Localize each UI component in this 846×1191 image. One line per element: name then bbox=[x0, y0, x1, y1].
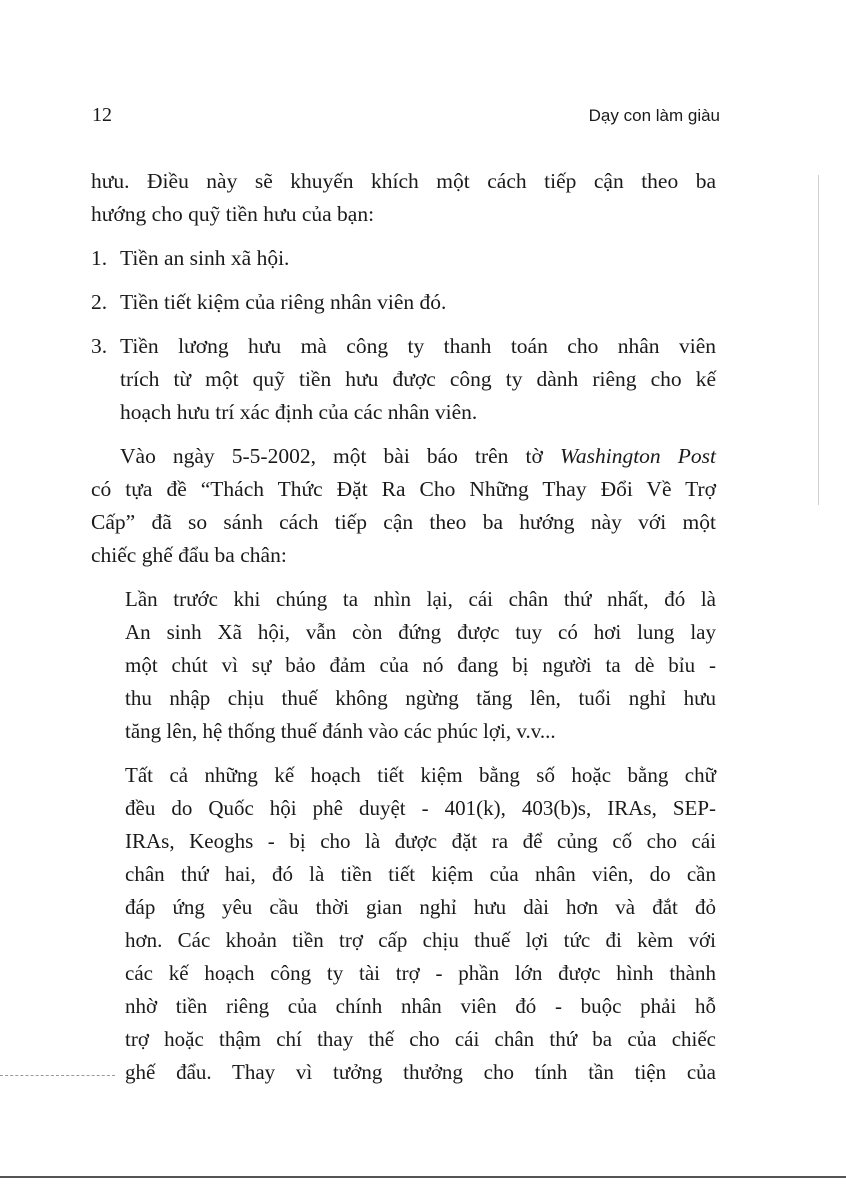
quote-line: đáp ứng yêu cầu thời gian nghỉ hưu dài hơn và đắt đỏ bbox=[125, 895, 716, 919]
list-text: trích từ một quỹ tiền hưu được công ty dành riêng cho kế bbox=[120, 367, 716, 391]
running-title: Dạy con làm giàu bbox=[588, 106, 720, 125]
body-line: hưu. Điều này sẽ khuyến khích một cách tiếp cận theo ba bbox=[91, 169, 716, 193]
body-line: hướng cho quỹ tiền hưu của bạn: bbox=[91, 202, 375, 226]
quote-line: đều do Quốc hội phê duyệt - 401(k), 403(b)s, IRAs, SEP- bbox=[125, 796, 716, 820]
page-number: 12 bbox=[92, 104, 112, 126]
scan-dash-mark bbox=[0, 1075, 115, 1076]
list-item bbox=[91, 330, 716, 429]
list-text: Tiền an sinh xã hội. bbox=[120, 246, 290, 270]
list-number: 3. bbox=[91, 334, 108, 358]
list-item bbox=[91, 286, 716, 319]
list-number: 2. bbox=[91, 290, 108, 314]
newspaper-title: Washington Post bbox=[559, 444, 716, 468]
block-quote bbox=[91, 583, 716, 748]
quote-line: Tất cả những kế hoạch tiết kiệm bằng số hoặc bằng chữ bbox=[125, 763, 716, 787]
paragraph-text: Vào ngày 5-5-2002, một bài báo trên tờ bbox=[120, 444, 560, 468]
quote-line: thu nhập chịu thuế không ngừng tăng lên, tuổi nghỉ hưu bbox=[125, 686, 716, 710]
body-line: có tựa đề “Thách Thức Đặt Ra Cho Những Thay Đổi Về Trợ bbox=[91, 477, 716, 501]
quote-line: hơn. Các khoản tiền trợ cấp chịu thuế lợi tức đi kèm với bbox=[125, 928, 716, 952]
list-text: Tiền tiết kiệm của riêng nhân viên đó. bbox=[120, 290, 447, 314]
page-header bbox=[0, 104, 846, 132]
page-body bbox=[91, 165, 716, 1089]
quote-line: Lần trước khi chúng ta nhìn lại, cái chân thứ nhất, đó là bbox=[125, 587, 716, 611]
quote-line: An sinh Xã hội, vẫn còn đứng được tuy có hơi lung lay bbox=[125, 620, 716, 644]
quote-line: trợ hoặc thậm chí thay thế cho cái chân thứ ba của chiếc bbox=[125, 1027, 716, 1051]
body-line: chiếc ghế đẩu ba chân: bbox=[91, 543, 287, 567]
quote-line: một chút vì sự bảo đảm của nó đang bị người ta dè bỉu - bbox=[125, 653, 716, 677]
body-line bbox=[91, 440, 716, 473]
page-bottom-edge bbox=[0, 1176, 846, 1178]
list-number: 1. bbox=[91, 246, 108, 270]
list-item bbox=[91, 242, 716, 275]
quote-line: nhờ tiền riêng của chính nhân viên đó - buộc phải hỗ bbox=[125, 994, 716, 1018]
quote-line: chân thứ hai, đó là tiền tiết kiệm của nhân viên, do cần bbox=[125, 862, 716, 886]
list-text: hoạch hưu trí xác định của các nhân viên. bbox=[120, 400, 478, 424]
quote-line: tăng lên, hệ thống thuế đánh vào các phúc lợi, v.v... bbox=[125, 719, 556, 743]
quote-line: IRAs, Keoghs - bị cho là được đặt ra để củng cố cho cái bbox=[125, 829, 716, 853]
quote-line: ghế đẩu. Thay vì tưởng thưởng cho tính tần tiện của bbox=[125, 1060, 716, 1084]
list-text: Tiền lương hưu mà công ty thanh toán cho nhân viên bbox=[120, 334, 716, 358]
quote-line: các kế hoạch công ty tài trợ - phần lớn được hình thành bbox=[125, 961, 716, 985]
block-quote bbox=[91, 759, 716, 1089]
body-line: Cấp” đã so sánh cách tiếp cận theo ba hướng này với một bbox=[91, 510, 716, 534]
scan-edge-mark bbox=[818, 175, 819, 505]
